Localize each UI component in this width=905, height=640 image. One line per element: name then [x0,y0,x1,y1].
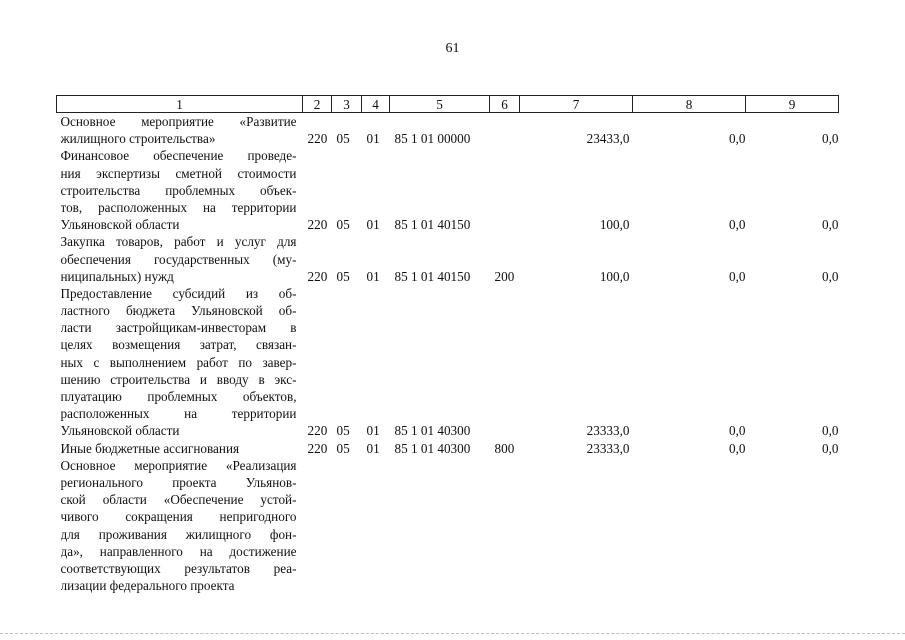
column-header-6: 6 [490,96,520,113]
budget-table-container [56,95,838,594]
description-line: строительства проблемных объек- [60,182,297,198]
amount-col7: 23433,0 [586,131,630,147]
description-line: Основное мероприятие «Реализация [60,457,297,473]
amount-col7 [520,457,633,595]
description-line: ниципальных) нужд [60,268,174,284]
description-line: лизации федерального проекта [60,578,235,594]
description-line: плуатацию проблемных объектов, [60,389,297,404]
page-number: 61 [445,41,460,56]
table-row [57,440,839,457]
target-article-code: 85 1 01 40150 [394,268,471,284]
description-line: ской области «Обеспечение устой- [60,492,297,508]
row-description [57,147,303,233]
ministry-code: 220 [307,268,328,284]
section-code: 05 [336,423,350,439]
amount-col7: 100,0 [599,268,630,284]
expense-type-code [490,147,520,233]
description-line: Основное мероприятие «Развитие [60,114,297,129]
row-description [57,113,303,148]
amount-col7: 23333,0 [586,423,630,439]
amount-col8: 0,0 [729,217,746,233]
target-article-code: 85 1 01 00000 [394,131,471,147]
subsection-code: 01 [366,440,380,456]
subsection-code: 01 [366,217,380,233]
table-row [57,113,839,148]
subsection-code: 01 [366,131,380,147]
amount-col9: 0,0 [822,268,839,284]
column-header-8: 8 [633,96,746,113]
section-code: 05 [336,217,350,233]
amount-col8: 0,0 [729,268,746,284]
description-line: ния экспертизы сметной стоимости [60,165,297,181]
description-line: Предоставление субсидий из об- [60,285,297,301]
ministry-code [303,457,332,595]
amount-col8: 0,0 [729,440,746,456]
expense-type-code: 200 [494,268,515,284]
target-article-code: 85 1 01 40300 [394,423,471,439]
row-description [57,440,303,457]
amount-col9: 0,0 [822,440,839,456]
row-description [57,457,303,595]
amount-col8: 0,0 [729,423,746,439]
description-line: чивого сокращения непригодного [60,509,297,525]
target-article-code [390,457,490,595]
section-code [332,457,362,595]
description-line: соответствующих результатов реа- [60,560,297,576]
row-description [57,233,303,285]
ministry-code: 220 [307,131,328,147]
amount-col9: 0,0 [822,423,839,439]
expense-type-code [490,113,520,148]
expense-type-code [490,285,520,440]
amount-col9 [746,457,839,595]
amount-col7: 23333,0 [586,440,630,456]
table-body [57,113,839,595]
description-line: шению строительства и вводу в экс- [60,371,297,387]
description-line: целях возмещения затрат, связан- [60,337,297,353]
description-line: тов, расположенных на территории [60,199,297,215]
amount-col9: 0,0 [822,217,839,233]
table-row [57,457,839,595]
column-header-7: 7 [520,96,633,113]
column-header-1: 1 [57,96,303,113]
bottom-scan-edge [0,633,905,636]
description-line: расположенных на территории [60,406,297,422]
description-line: ласти застройщикам-инвесторам в [60,320,297,336]
description-line: Ульяновской области [60,217,180,233]
target-article-code: 85 1 01 40150 [394,217,471,233]
target-article-code: 85 1 01 40300 [394,440,471,456]
section-code: 05 [336,131,350,147]
description-line: обеспечения государственных (му- [60,251,297,267]
description-line: Финансовое обеспечение проведе- [60,148,297,164]
row-description [57,285,303,440]
column-header-5: 5 [390,96,490,113]
amount-col8: 0,0 [729,131,746,147]
amount-col8 [633,457,746,595]
section-code: 05 [336,440,350,456]
description-line: Закупка товаров, работ и услуг для [60,234,297,250]
subsection-code: 01 [366,268,380,284]
column-header-3: 3 [332,96,362,113]
amount-col7: 100,0 [599,217,630,233]
expense-type-code [490,457,520,595]
table-row [57,233,839,285]
description-line: Иные бюджетные ассигнования [60,440,240,456]
section-code: 05 [336,268,350,284]
subsection-code: 01 [366,423,380,439]
column-header-9: 9 [746,96,839,113]
table-row [57,285,839,440]
column-header-2: 2 [303,96,332,113]
description-line: регионального проекта Ульянов- [60,474,297,490]
description-line: ластного бюджета Ульяновской об- [60,303,297,319]
column-header-4: 4 [362,96,390,113]
ministry-code: 220 [307,440,328,456]
budget-table [56,95,839,594]
header-row [57,96,839,113]
description-line: да», направленного на достижение [60,543,297,559]
amount-col9: 0,0 [822,131,839,147]
ministry-code: 220 [307,423,328,439]
ministry-code: 220 [307,217,328,233]
description-line: для проживания жилищного фон- [60,526,297,542]
table-row [57,147,839,233]
subsection-code [362,457,390,595]
expense-type-code: 800 [494,440,515,456]
description-line: жилищного строительства» [60,131,216,147]
description-line: ных с выполнением работ по завер- [60,354,297,370]
description-line: Ульяновской области [60,423,180,439]
